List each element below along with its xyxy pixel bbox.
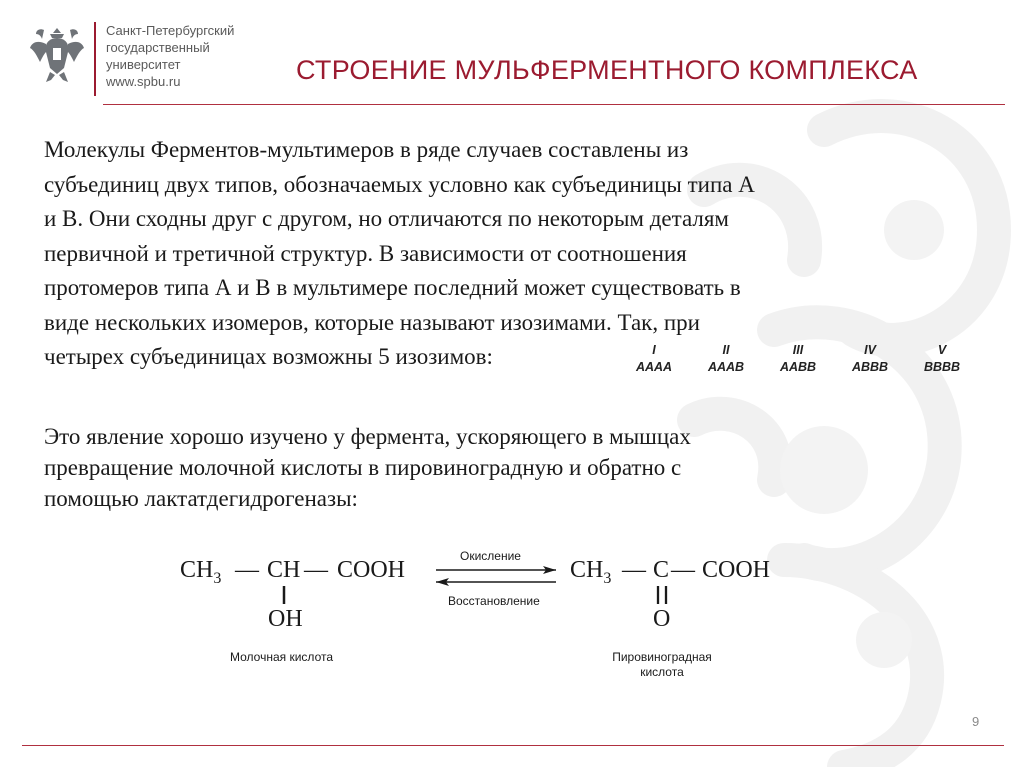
university-name-line: Санкт-Петербургский bbox=[106, 23, 235, 38]
double-headed-eagle-icon bbox=[28, 22, 86, 88]
isozyme-numeral: I bbox=[652, 343, 656, 357]
pyruvic-acid-label: Пировиноградная bbox=[612, 650, 712, 664]
formula-o: O bbox=[653, 606, 671, 632]
university-url: www.spbu.ru bbox=[106, 74, 181, 89]
university-name-line: университет bbox=[106, 57, 181, 72]
formula-cooh: COOH bbox=[702, 557, 771, 583]
reduction-label: Восстановление bbox=[448, 594, 540, 608]
isozyme-item bbox=[618, 342, 690, 376]
paragraph-line: четырех субъединицах возможны 5 изозимов: bbox=[44, 344, 493, 369]
paragraph-line: Молекулы Ферментов-мультимеров в ряде случаев составлены из bbox=[44, 137, 689, 162]
formula-ch3: $CH_3$ bbox=[570, 557, 612, 587]
paragraph-line: субъединиц двух типов, обозначаемых условно как субъединицы типа А bbox=[44, 171, 755, 197]
lactic-acid-label: Молочная кислота bbox=[230, 650, 334, 664]
paragraph-multimers bbox=[44, 133, 944, 375]
oxidation-label: Окисление bbox=[460, 549, 521, 563]
paragraph-line: помощью лактатдегидрогеназы: bbox=[44, 486, 358, 511]
pyruvic-acid-label: кислота bbox=[640, 665, 684, 679]
formula-ch: CH bbox=[267, 557, 301, 583]
isozyme-item bbox=[690, 342, 762, 376]
university-name bbox=[106, 22, 234, 90]
isozyme-formula: AAAB bbox=[707, 360, 745, 374]
paragraph-line: превращение молочной кислоты в пировиноградную и обратно с bbox=[44, 455, 682, 480]
paragraph-line: первичной и третичной структур. В зависимости от соотношения bbox=[44, 240, 687, 266]
isozyme-numeral: V bbox=[937, 343, 947, 357]
page-number: 9 bbox=[972, 714, 980, 729]
logo-divider bbox=[94, 22, 96, 96]
formula-bond: — bbox=[304, 557, 328, 583]
formula-bond: — bbox=[622, 557, 646, 583]
isozyme-item bbox=[906, 342, 978, 376]
paragraph-line: виде нескольких изомеров, которые называют изозимами. Так, при bbox=[44, 309, 700, 335]
isozyme-formula: AABB bbox=[779, 360, 817, 374]
isozyme-numeral: III bbox=[792, 343, 804, 357]
slide-title: СТРОЕНИЕ МУЛЬФЕРМЕНТНОГО КОМПЛЕКСА bbox=[296, 55, 918, 85]
formula-c: C bbox=[653, 557, 670, 583]
isozyme-formula: AAAA bbox=[635, 360, 673, 374]
title-divider bbox=[103, 104, 1005, 105]
isozyme-list bbox=[618, 342, 978, 376]
paragraph-line: протомеров типа А и В в мультимере последний может существовать в bbox=[44, 275, 741, 300]
paragraph-lactate bbox=[44, 421, 944, 514]
formula-bond: — bbox=[671, 557, 695, 583]
university-name-line: государственный bbox=[106, 40, 210, 55]
university-logo bbox=[28, 22, 234, 96]
isozyme-formula: BBBB bbox=[923, 360, 961, 374]
paragraph-line: Это явление хорошо изучено у фермента, ускоряющего в мышцах bbox=[44, 424, 691, 449]
formula-oh: OH bbox=[268, 606, 303, 632]
formula-cooh: COOH bbox=[337, 557, 406, 583]
formula-bond: — bbox=[235, 557, 259, 583]
lactate-pyruvate-reaction bbox=[170, 540, 810, 690]
isozyme-numeral: II bbox=[722, 343, 730, 357]
isozyme-formula: ABBB bbox=[851, 360, 889, 374]
isozyme-item bbox=[834, 342, 906, 376]
isozyme-numeral: IV bbox=[864, 343, 876, 357]
formula-ch3: $CH_3$ bbox=[180, 557, 222, 587]
paragraph-line: и В. Они сходны друг с другом, но отличаются по некоторым деталям bbox=[44, 206, 729, 231]
footer-divider bbox=[22, 745, 1004, 746]
isozyme-item bbox=[762, 342, 834, 376]
